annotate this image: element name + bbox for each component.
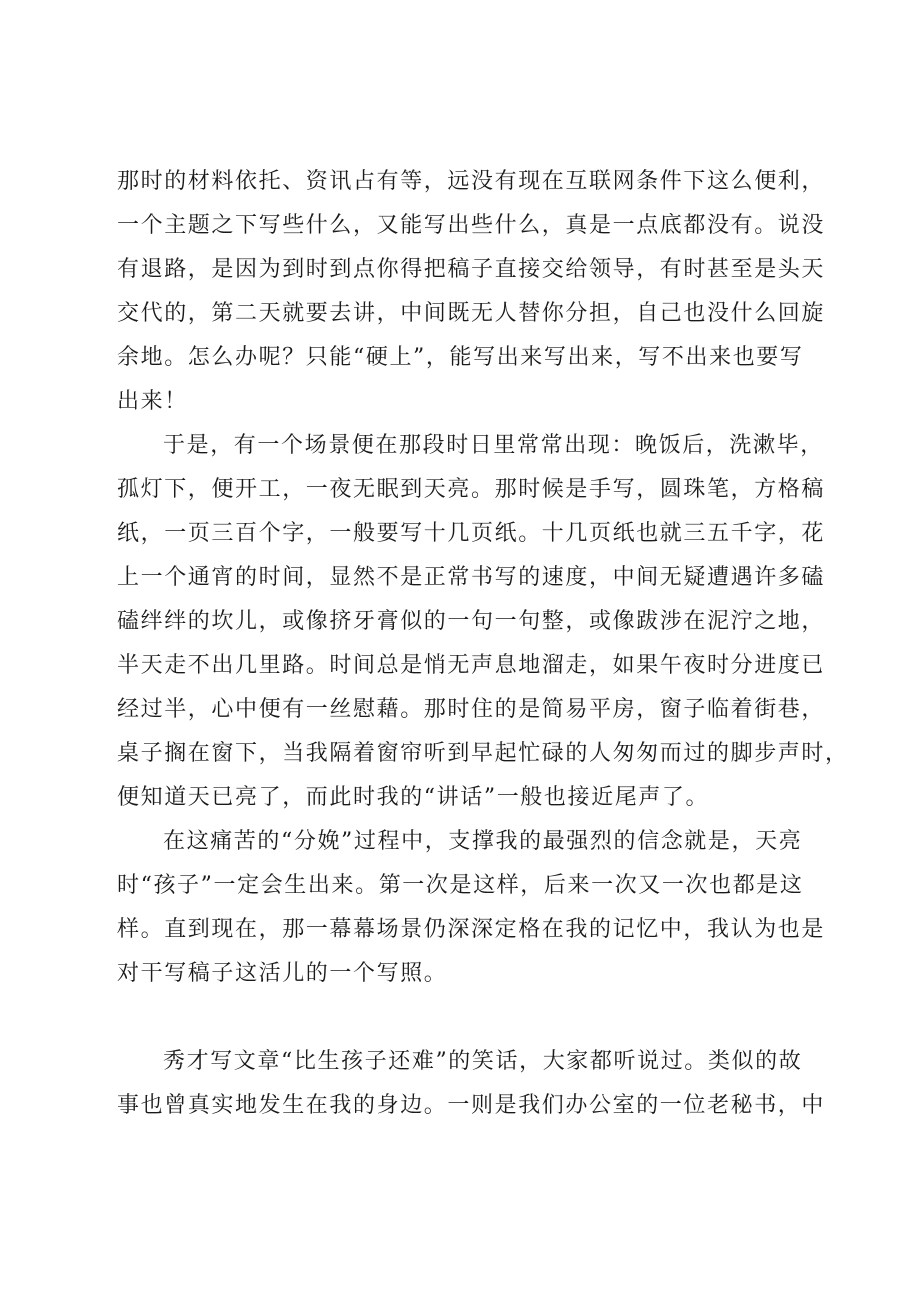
- paragraph-2-line-9: 便知道天已亮了，而此时我的“讲话”一般也接近尾声了。: [117, 785, 710, 810]
- paragraph-2-line-8: 桌子搁在窗下，当我隔着窗帘听到早起忙碌的人匆匆而过的脚步声时，: [117, 741, 849, 766]
- paragraph-1-line-4: 交代的，第二天就要去讲，中间既无人替你分担，自己也没什么回旋: [117, 301, 826, 326]
- paragraph-1-line-3: 有退路，是因为到时到点你得把稿子直接交给领导，有时甚至是头天: [117, 257, 826, 282]
- paragraph-3-line-3: 样。直到现在，那一幕幕场景仍深深定格在我的记忆中，我认为也是: [117, 917, 826, 942]
- paragraph-4-line-2: 事也曾真实地发生在我的身边。一则是我们办公室的一位老秘书，中: [117, 1093, 826, 1118]
- paragraph-3-line-4: 对干写稿子这活儿的一个写照。: [117, 961, 448, 986]
- paragraph-2-line-5: 磕绊绊的坎儿，或像挤牙膏似的一句一句整，或像跋涉在泥泞之地，: [117, 609, 826, 634]
- paragraph-1-line-2: 一个主题之下写些什么，又能写出些什么，真是一点底都没有。说没: [117, 213, 826, 238]
- paragraph-2-line-2: 孤灯下，便开工，一夜无眠到天亮。那时候是手写，圆珠笔，方格稿: [117, 477, 826, 502]
- paragraph-2-line-4: 上一个通宵的时间，显然不是正常书写的速度，中间无疑遭遇许多磕: [117, 565, 826, 590]
- paragraph-1-line-5: 余地。怎么办呢？只能“硬上”，能写出来写出来，写不出来也要写: [117, 345, 804, 370]
- paragraph-2-line-1: 于是，有一个场景便在那段时日里常常出现：晚饭后，洗漱毕，: [163, 433, 824, 458]
- paragraph-4-line-1: 秀才写文章“比生孩子还难”的笑话，大家都听说过。类似的故: [163, 1049, 803, 1074]
- paragraph-2-line-6: 半天走不出几里路。时间总是悄无声息地溜走，如果午夜时分进度已: [117, 653, 826, 678]
- paragraph-2-line-7: 经过半，心中便有一丝慰藉。那时住的是简易平房，窗子临着街巷，: [117, 697, 826, 722]
- paragraph-1-line-6: 出来！: [117, 389, 188, 414]
- paragraph-2-line-3: 纸，一页三百个字，一般要写十几页纸。十几页纸也就三五千字，花: [117, 521, 826, 546]
- paragraph-1-line-1: 那时的材料依托、资讯占有等，远没有现在互联网条件下这么便利，: [117, 169, 826, 194]
- paragraph-3-line-1: 在这痛苦的“分娩”过程中，支撑我的最强烈的信念就是，天亮: [163, 829, 803, 854]
- paragraph-3-line-2: 时“孩子”一定会生出来。第一次是这样，后来一次又一次也都是这: [117, 873, 804, 898]
